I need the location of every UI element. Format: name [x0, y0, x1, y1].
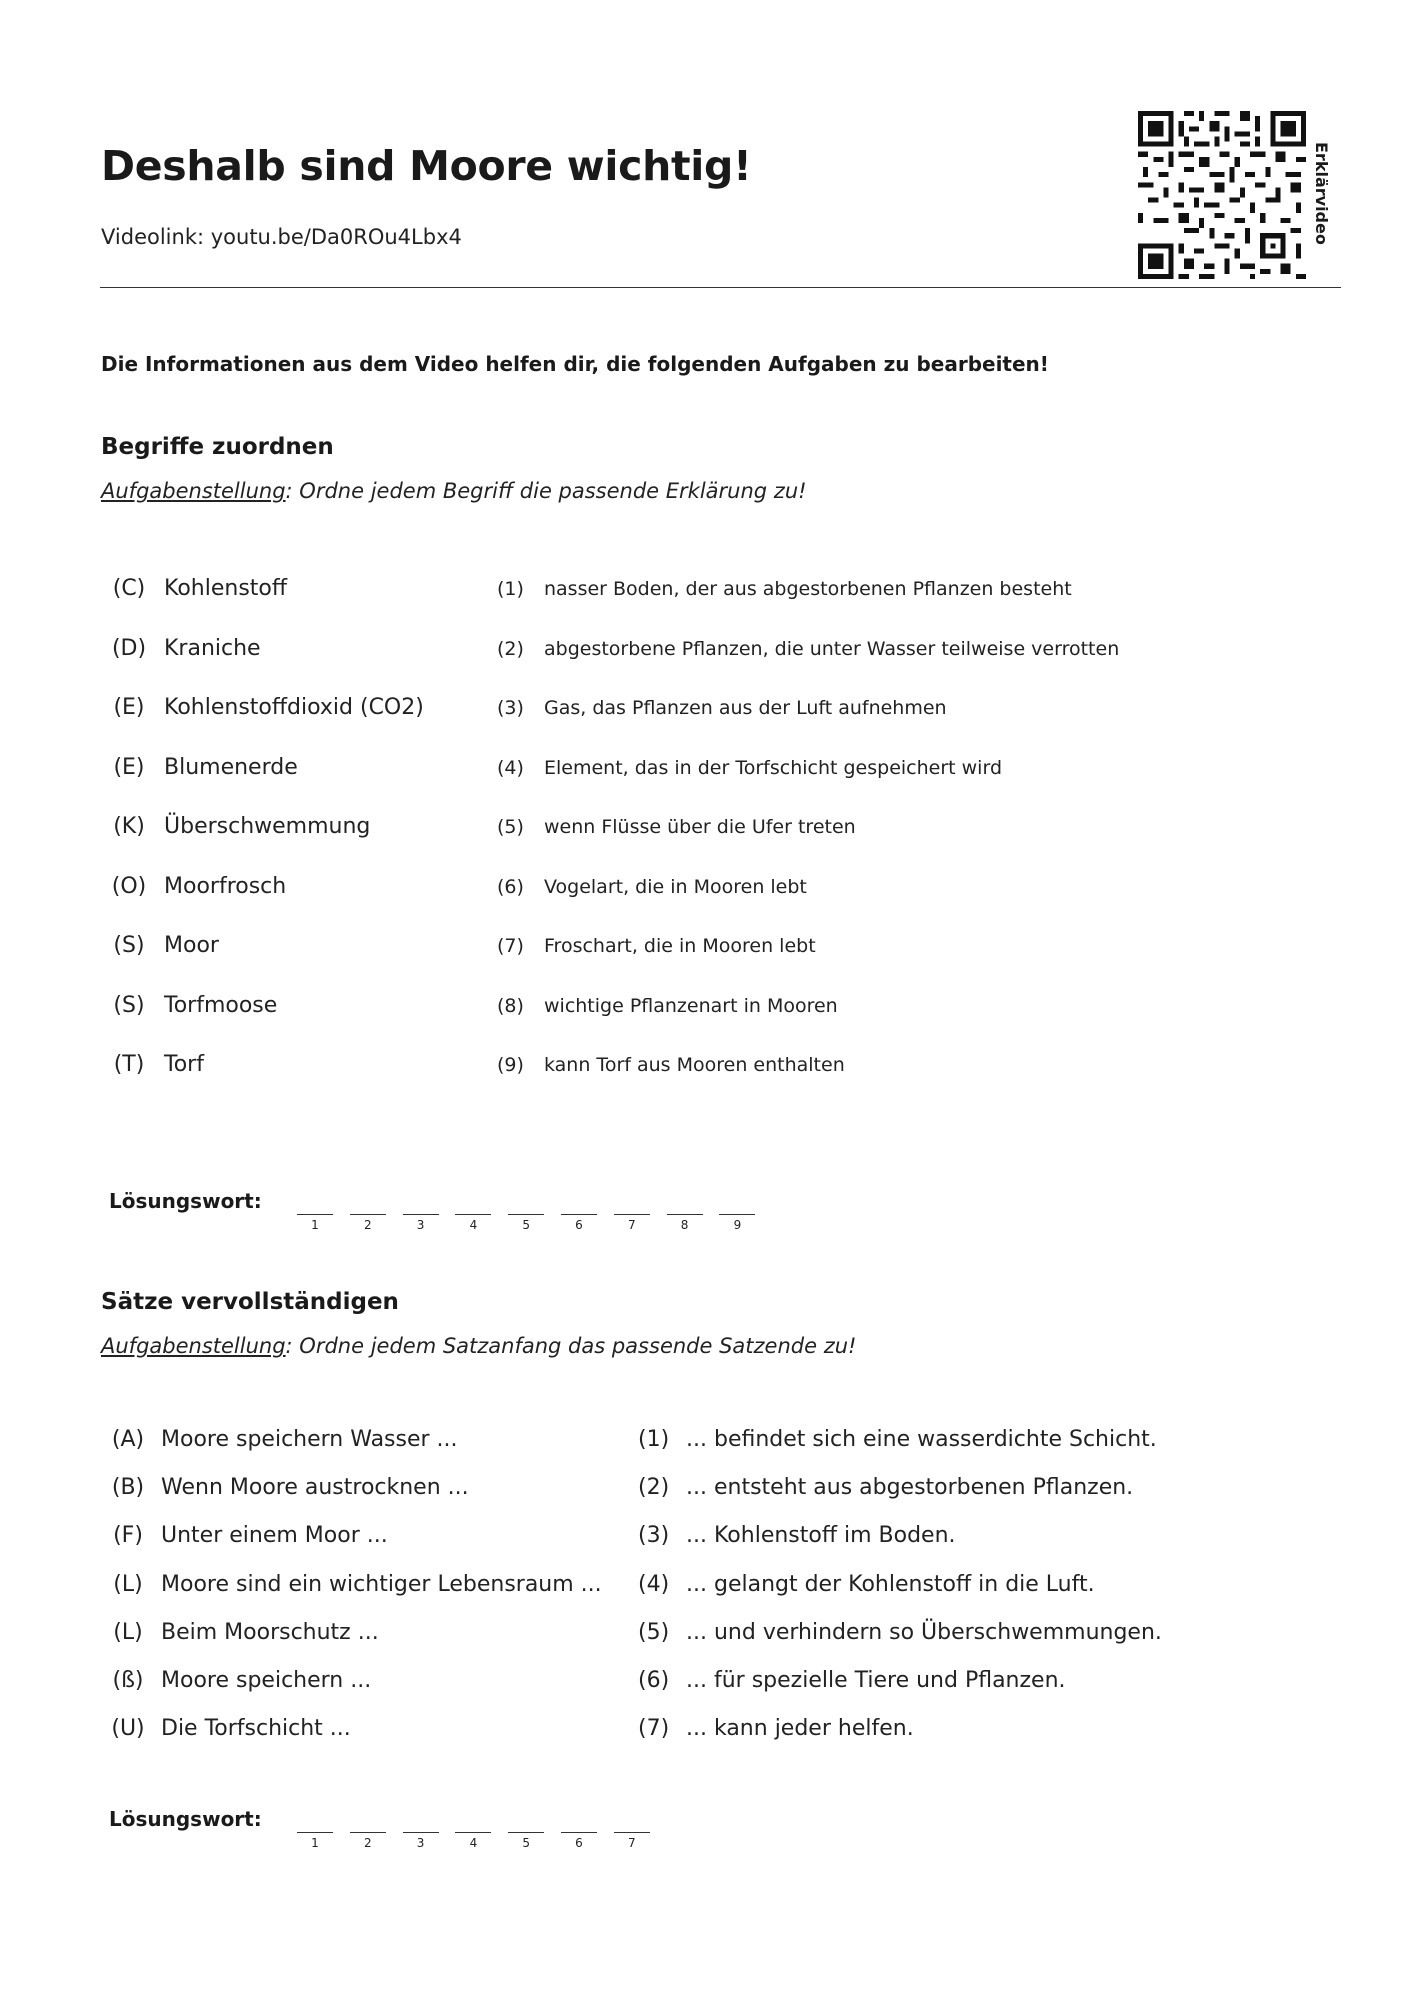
term-row — [0, 874, 1414, 914]
term-row — [0, 755, 1414, 795]
term-name: Torf — [164, 1052, 204, 1077]
section-title-begriffe: Begriffe zuordnen — [101, 434, 334, 460]
definition-text: wenn Flüsse über die Ufer treten — [544, 816, 856, 838]
definition-number: (1) — [497, 578, 524, 600]
sentence-row — [0, 1620, 1414, 1660]
definition-text: wichtige Pflanzenart in Mooren — [544, 994, 838, 1017]
sentence-start: Moore speichern Wasser ... — [161, 1427, 458, 1452]
blank-number: 2 — [363, 1836, 372, 1850]
blank-number: 5 — [522, 1218, 530, 1232]
sentence-end: ... gelangt der Kohlenstoff in die Luft. — [686, 1571, 1095, 1597]
sentence-letter: (A) — [111, 1427, 145, 1452]
ending-number: (7) — [638, 1716, 670, 1742]
blank-number: 8 — [680, 1218, 689, 1232]
solution-label-2: Lösungswort: — [109, 1807, 262, 1831]
sentence-row — [0, 1427, 1414, 1467]
definition-text: kann Torf aus Mooren enthalten — [544, 1054, 845, 1076]
blank-number: 3 — [416, 1836, 425, 1850]
ending-number: (4) — [638, 1571, 670, 1597]
term-letter: (D) — [111, 635, 147, 661]
definition-number: (8) — [497, 994, 524, 1017]
answer-blank[interactable] — [350, 1192, 386, 1215]
sentence-letter: (ß) — [112, 1668, 144, 1693]
definition-number: (3) — [497, 697, 524, 719]
answer-blank[interactable] — [561, 1192, 597, 1215]
term-letter: (S) — [113, 992, 145, 1018]
definition-text: nasser Boden, der aus abgestorbenen Pflanzen besteht — [544, 578, 1072, 600]
term-name: Kohlenstoff — [164, 576, 288, 601]
answer-blank[interactable] — [667, 1192, 703, 1215]
answer-blank[interactable] — [297, 1192, 333, 1215]
sentence-end: ... befindet sich eine wasserdichte Schicht. — [686, 1427, 1157, 1452]
intro-text: Die Informationen aus dem Video helfen dir, die folgenden Aufgaben zu bearbeiten! — [101, 352, 1049, 376]
term-row — [0, 814, 1414, 854]
term-letter: (O) — [111, 873, 147, 899]
ending-number: (5) — [638, 1619, 670, 1645]
qr-code-icon[interactable] — [1138, 111, 1306, 279]
solution-label-1: Lösungswort: — [109, 1189, 262, 1213]
sentence-end: ... und verhindern so Überschwemmungen. — [686, 1619, 1162, 1645]
blank-number: 6 — [575, 1836, 583, 1850]
term-row — [0, 636, 1414, 676]
term-letter: (E) — [113, 754, 145, 780]
sentence-row — [0, 1668, 1414, 1708]
instruction-text: : Ordne jedem Satzanfang das passende Satzende zu! — [285, 1334, 857, 1358]
answer-blank[interactable] — [508, 1810, 544, 1833]
definition-text: Froschart, die in Mooren lebt — [544, 935, 816, 957]
sentence-start: Moore speichern ... — [161, 1668, 372, 1693]
answer-blank[interactable] — [614, 1192, 650, 1215]
definition-number: (2) — [497, 637, 524, 660]
answer-blank[interactable] — [297, 1810, 333, 1833]
answer-blank[interactable] — [455, 1192, 491, 1215]
term-letter: (K) — [113, 814, 145, 839]
term-row — [0, 576, 1414, 616]
sentence-row — [0, 1572, 1414, 1612]
instruction-begriffe — [101, 479, 807, 503]
definition-text: abgestorbene Pflanzen, die unter Wasser teilweise verrotten — [544, 637, 1120, 660]
definition-number: (9) — [497, 1054, 524, 1076]
answer-blank[interactable] — [561, 1810, 597, 1833]
answer-blank[interactable] — [403, 1810, 439, 1833]
ending-number: (2) — [638, 1475, 670, 1501]
term-letter: (T) — [113, 1052, 145, 1077]
term-name: Kraniche — [164, 635, 261, 661]
sentence-start: Beim Moorschutz ... — [161, 1619, 379, 1645]
term-letter: (E) — [113, 695, 145, 720]
instruction-text: : Ordne jedem Begriff die passende Erklärung zu! — [285, 479, 807, 503]
blank-number: 7 — [627, 1836, 636, 1850]
answer-blank[interactable] — [719, 1192, 755, 1215]
blank-number: 3 — [416, 1218, 425, 1232]
sentence-end: ... entsteht aus abgestorbenen Pflanzen. — [686, 1475, 1134, 1501]
term-name: Blumenerde — [164, 754, 298, 780]
definition-text: Vogelart, die in Mooren lebt — [544, 875, 807, 898]
definition-number: (5) — [497, 816, 524, 838]
term-letter: (C) — [112, 576, 146, 601]
sentence-row — [0, 1475, 1414, 1515]
blank-number: 1 — [311, 1836, 319, 1850]
sentence-start: Wenn Moore austrocknen ... — [161, 1475, 469, 1501]
sentence-letter: (U) — [111, 1716, 145, 1742]
answer-blank[interactable] — [508, 1192, 544, 1215]
page-title: Deshalb sind Moore wichtig! — [101, 142, 752, 190]
blank-number: 7 — [627, 1218, 636, 1232]
blank-number: 5 — [522, 1836, 530, 1850]
video-link[interactable]: Videolink: youtu.be/Da0ROu4Lbx4 — [101, 225, 462, 249]
term-row — [0, 933, 1414, 973]
answer-blank[interactable] — [350, 1810, 386, 1833]
header-divider — [100, 287, 1341, 288]
ending-number: (1) — [638, 1427, 670, 1452]
definition-number: (7) — [497, 935, 524, 957]
definition-number: (4) — [497, 756, 524, 779]
term-letter: (S) — [113, 933, 145, 958]
sentence-letter: (B) — [111, 1475, 145, 1501]
answer-blank[interactable] — [403, 1192, 439, 1215]
term-name: Kohlenstoffdioxid (CO2) — [164, 695, 424, 720]
blank-number: 4 — [469, 1836, 478, 1850]
sentence-row — [0, 1523, 1414, 1563]
blank-number: 2 — [363, 1218, 372, 1232]
sentence-row — [0, 1716, 1414, 1756]
ending-number: (3) — [638, 1523, 670, 1549]
blank-number: 4 — [469, 1218, 478, 1232]
sentence-end: ... kann jeder helfen. — [686, 1716, 914, 1742]
term-row — [0, 1052, 1414, 1092]
blank-number: 9 — [733, 1218, 742, 1232]
qr-label: Erklärvideo — [1312, 142, 1331, 245]
term-name: Moorfrosch — [164, 873, 287, 899]
term-row — [0, 695, 1414, 735]
instruction-saetze — [101, 1334, 856, 1358]
sentence-letter: (L) — [113, 1571, 143, 1597]
term-name: Torfmoose — [164, 992, 278, 1018]
sentence-end: ... für spezielle Tiere und Pflanzen. — [686, 1668, 1066, 1693]
blank-number: 1 — [311, 1218, 319, 1232]
definition-text: Gas, das Pflanzen aus der Luft aufnehmen — [544, 697, 947, 719]
blank-number: 6 — [575, 1218, 583, 1232]
sentence-letter: (L) — [113, 1619, 143, 1645]
sentence-start: Die Torfschicht ... — [161, 1716, 351, 1742]
term-name: Überschwemmung — [164, 814, 371, 839]
ending-number: (6) — [638, 1668, 670, 1693]
sentence-end: ... Kohlenstoff im Boden. — [686, 1523, 956, 1549]
term-name: Moor — [164, 933, 219, 958]
definition-number: (6) — [497, 875, 524, 898]
answer-blank[interactable] — [455, 1810, 491, 1833]
sentence-start: Unter einem Moor ... — [161, 1523, 388, 1549]
instruction-label: Aufgabenstellung — [101, 1334, 286, 1358]
term-row — [0, 993, 1414, 1033]
sentence-start: Moore sind ein wichtiger Lebensraum ... — [161, 1571, 602, 1597]
answer-blank[interactable] — [614, 1810, 650, 1833]
section-title-saetze: Sätze vervollständigen — [101, 1289, 399, 1315]
instruction-label: Aufgabenstellung — [101, 479, 286, 503]
definition-text: Element, das in der Torfschicht gespeichert wird — [544, 756, 1003, 779]
sentence-letter: (F) — [113, 1523, 143, 1549]
